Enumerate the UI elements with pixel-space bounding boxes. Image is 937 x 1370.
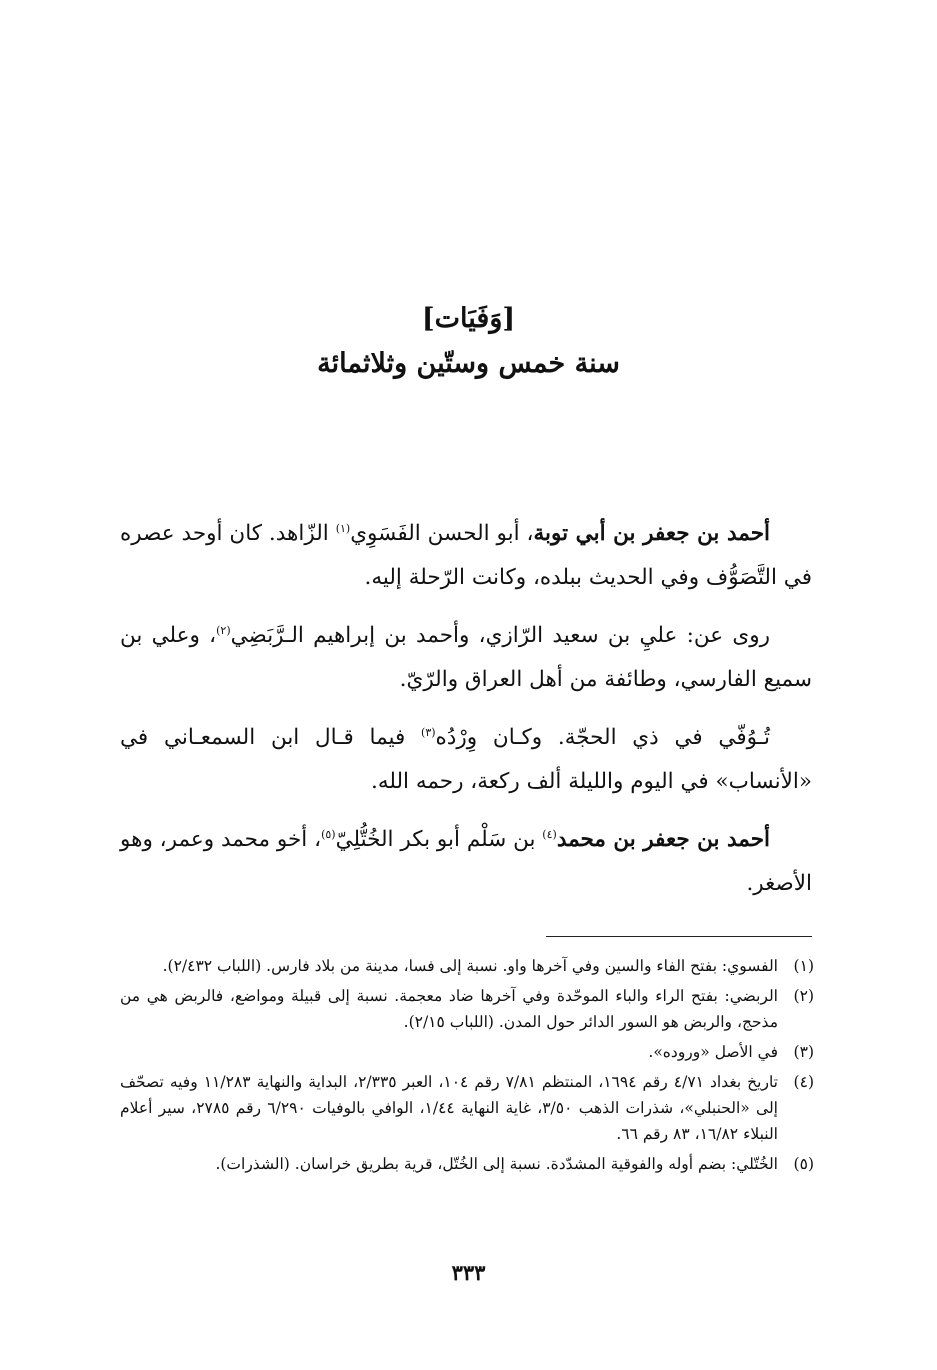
footnote-number: (٤): [793, 1073, 814, 1091]
footnote-ref-5: (٥): [321, 827, 336, 841]
footnote-number: (٥): [793, 1155, 814, 1173]
entry-2-paragraph: [120, 818, 812, 906]
entry-1-paragraph-3: [120, 716, 812, 804]
entry-1-text-b: الزّاهد. كان أوحد عصره في التَّصَوُّف وفي الحديث ببلده، وكانت الرّحلة إليه.: [120, 521, 812, 590]
main-text: [120, 512, 812, 920]
footnote-number: (٣): [793, 1043, 814, 1061]
entry-1-p3-a: تُـوُفّي في ذي الحجّة. وكـان وِرْدُه: [435, 725, 770, 750]
entry-2-text-b: ، أخو محمد وعمر، وهو الأصغر.: [120, 827, 812, 896]
footnote: [120, 983, 814, 1035]
entry-2-text-a: بن سَلْم أبو بكر الخُتُّلِيّ: [335, 827, 543, 852]
footnote-text: في الأصل «وروده».: [648, 1043, 778, 1061]
footnote-text: تاريخ بغداد ٤/٧١ رقم ١٦٩٤، المنتظم ٧/٨١ رقم ١٠٤، العبر ٢/٣٣٥، البداية والنهاية ١١/٢٨٣ وفيه تصحّف إلى «الحنبلي»، شذرات الذهب ٣/٥٠، غاية النهاية ١/٤٤، الوافي بالوفيات ٦/٢٩٠ رقم ٢٧٨٥، سير أعلام النبلاء ١٦/٨٢، ٨٣ رقم ٦٦.: [120, 1073, 778, 1143]
footnote: [120, 953, 814, 979]
footnotes: [120, 953, 814, 1181]
footnote-text: الفسوي: بفتح الفاء والسين وفي آخرها واو. نسبة إلى فسا، مدينة من بلاد فارس. (اللباب ٢/٤٣٢).: [162, 957, 778, 975]
footnote-number: (١): [793, 957, 814, 975]
footnote: [120, 1039, 814, 1065]
entry-1-p2-a: روى عن: عليِ بن سعيد الرّازي، وأحمد بن إبراهيم الـرَّبَضِي: [230, 623, 770, 648]
section-heading: [وَفَيَات]: [421, 303, 516, 334]
entry-1-text-a: ، أبو الحسن الفَسَوِي: [350, 521, 534, 546]
entry-2-name: أحمد بن جعفر بن محمد: [556, 827, 770, 852]
footnote-divider: [546, 936, 812, 937]
footnote: [120, 1069, 814, 1147]
footnote-number: (٢): [793, 987, 814, 1005]
entry-1-p2-b: ، وعلي بن سميع الفارسي، وطائفة من أهل العراق والرّيّ.: [120, 623, 812, 692]
footnote-ref-3: (٣): [421, 725, 436, 739]
page-number: ٣٣٣: [451, 1260, 486, 1285]
footnote-ref-4: (٤): [542, 827, 557, 841]
footnote-ref-1: (١): [335, 521, 351, 535]
entry-1-name: أحمد بن جعفر بن أبي توبة: [533, 521, 770, 546]
entry-1-paragraph-2: [120, 614, 812, 702]
entry-1-p3-b: فيما قـال ابن السمعـاني في «الأنساب» في اليوم والليلة ألف ركعة، رحمه الله.: [120, 725, 812, 794]
entry-1-paragraph-1: [120, 512, 812, 600]
year-heading: سنة خمس وستّين وثلاثمائة: [317, 348, 620, 379]
footnote-text: الربضي: بفتح الراء والباء الموحّدة وفي آخرها ضاد معجمة. نسبة إلى قبيلة ومواضع، فالربض هي من مذحج، والربض هو السور الدائر حول المدن. (اللباب ٢/١٥).: [120, 987, 778, 1031]
footnote: [120, 1151, 814, 1177]
footnote-text: الخُتّلي: بضم أوله والفوقية المشدّدة. نسبة إلى الخُتّل، قرية بطريق خراسان. (الشذرات).: [215, 1155, 778, 1173]
footnote-ref-2: (٢): [216, 623, 231, 637]
